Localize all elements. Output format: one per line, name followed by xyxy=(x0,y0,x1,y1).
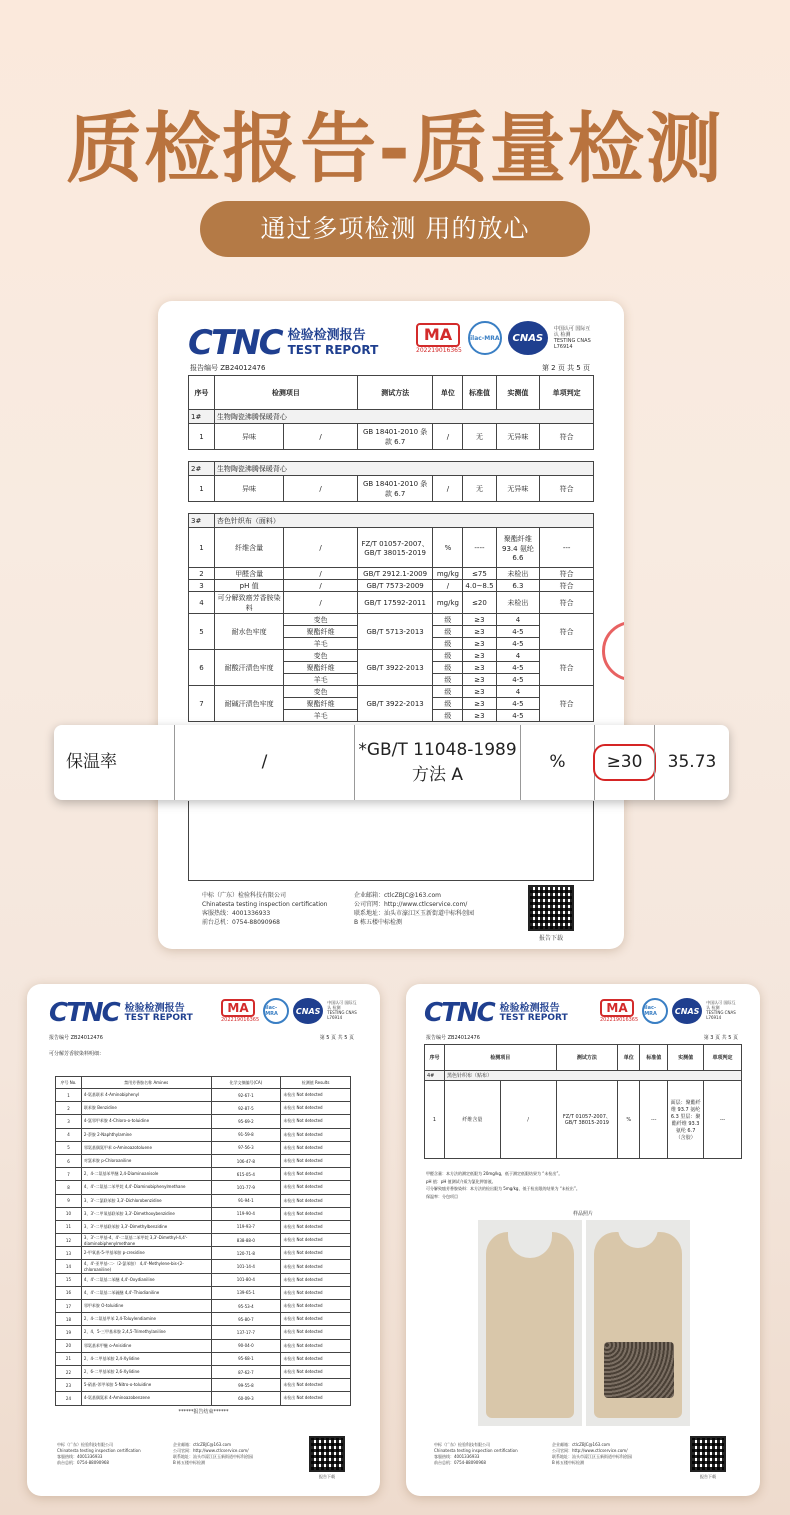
ctnc-logo: CTNC 检验检测报告 TEST REPORT xyxy=(188,323,379,363)
heating-patch xyxy=(604,1342,674,1398)
ma-badge: MA xyxy=(416,323,460,347)
insulation-rate-row xyxy=(54,725,729,800)
certification-badges: MA 202219016365 ilac-MRA CNAS 中国认可 国际互认 检测 TESTING CNAS L76914 xyxy=(221,998,357,1024)
sample-photo-front xyxy=(478,1220,582,1426)
table-row: 1 异味 / GB 18401-2010 条款 6.7 / 无 无异味 符合 xyxy=(189,424,594,450)
table-row: 4 可分解致癌芳香胺染料 / GB/T 17592-2011 mg/kg ≤20 未检出 符合 xyxy=(189,592,594,614)
table-row: 24 4-氨基偶氮苯 4-Aminoazobenzene 60-09-3 未检出 Not detected xyxy=(56,1392,351,1405)
qr-code[interactable] xyxy=(309,1436,345,1472)
table-row: 6 对氯苯胺 p-Chloroaniline 106-47-8 未检出 Not detected xyxy=(56,1154,351,1167)
ctnc-logo: CTNC 检验检测报告 TEST REPORT xyxy=(424,998,568,1028)
table-row: 23 5-硝基-邻甲苯胺 5-Nitro-o-toluidine 99-55-8 未检出 Not detected xyxy=(56,1379,351,1392)
results-table: 序号 检测项目 测试方法 单位 标准值 实测值 单项判定 1# 生物陶瓷沸腾保暖背心 1 异味 / GB 18401-2010 条款 6.7 / 无 无异味 符合 2# 生物陶瓷沸腾保暖背心 1 异味 / GB 18401-2010 条款 6.7 / 无 无异味 符合 3# 杏色针织布（面料） 1 纤维含量 / FZ/T 01057-2007、GB/T 38015-2019 % ---- 聚酯纤维 93.4 氨纶 6.6 --- 2 甲醛含量 / GB/T 2912.1-2009 mg/kg ≤75 未检出 符合 3 pH 值 / GB/T 7573-2009 / 4.0~8.5 6.3 符合 4 可分解致癌芳香胺染料 / GB/T 17592-2011 mg/kg ≤20 未检出 符合 5 耐水色牢度 变色 GB/T 5713-2013 级 ≥3 4 符合 聚酯纤维 级 ≥3 4-5 羊毛 级 ≥3 4-5 6 耐酸汗渍色牢度 变色 GB/T 3922-2013 级 ≥3 4 符合 聚酯纤维 级 ≥3 4-5 羊毛 级 ≥3 4-5 7 耐碱汗渍色牢度 变色 GB/T 3922-2013 级 ≥3 4 符合 聚酯纤维 级 ≥3 4-5 羊毛 级 ≥3 4-5 xyxy=(188,375,594,722)
report-page-5: CTNC 检验检测报告 TEST REPORT MA 202219016365 ilac-MRA CNAS 中国认可 国际互认 检测 TESTING CNAS L76914 报告编号 ZB24012476 第 5 页 共 5 页 可分解芳香胺染料明细： 序号 No. 禁用芳香胺名称 Amines 化学文摘编号(CA) 检测值 Results 1 4-氨基联苯 4-Aminobiphenyl 92-67-1 未检出 Not detected 2 联苯胺 Benzidine 92-87-5 未检出 Not detected 3 4-氯邻甲苯胺 4-Chloro-o-toluidine 95-69-2 未检出 Not detected 4 2-萘胺 2-Naphthylamine 91-59-8 未检出 Not detected 5 邻氨基偶氮甲苯 o-Aminoazotoluene 97-56-3 未检出 Not detected 6 对氯苯胺 p-Chloroaniline 106-47-8 未检出 Not detected 7 2，4-二氨基苯甲醚 2,4-Diaminoanisole 615-05-4 未检出 Not detected 8 4，4'-二氨基二苯甲烷 4,4'-Diaminobiphenylmethane 101-77-9 未检出 Not detected 9 3，3'-二氯联苯胺 3,3'-Dichlorobenzidine 91-94-1 未检出 Not detected 10 3，3'-二甲氧基联苯胺 3,3'-Dimethoxybenzidine 119-90-4 未检出 Not detected 11 3，3'-二甲基联苯胺 3,3'-Dimethylbenzidine 119-93-7 未检出 Not detected 12 3，3'-二甲基-4，4'-二氨基二苯甲烷 3,3'-Dimethyl-4,4'-diaminobiphenylmethane 838-88-0 未检出 Not detected 13 2-甲氧基-5-甲基苯胺 p-cresidine 120-71-8 未检出 Not detected 14 4，4'-亚甲基-二-（2-氯苯胺） 4,4'-Methylene-bis-(2-chloroaniline) 101-14-4 未检出 Not detected 15 4，4'-二氨基二苯醚 4,4'-Oxydianiline 101-80-4 未检出 Not detected 16 4，4'-二氨基二苯硫醚 4,4'-Thiodianiline 139-65-1 未检出 Not detected 17 邻甲苯胺 O-toluidine 95-53-4 未检出 Not detected 18 2，4-二氨基甲苯 2,4-Toluylendiamine 95-80-7 未检出 Not detected 19 2，4，5-三甲基苯胺 2,4,5-Trimethylaniline 137-17-7 未检出 Not detected 20 邻氨基苯甲醚 o-Anisidine 90-04-0 未检出 Not detected 21 2，4-二甲基苯胺 2,4-Xylidine 95-68-1 未检出 Not detected 22 2，6-二甲基苯胺 2,6-Xylidine 87-62-7 未检出 Not detected 23 5-硝基-邻甲苯胺 5-Nitro-o-toluidine 99-55-8 未检出 Not detected 24 4-氨基偶氮苯 4-Aminoazobenzene 60-09-3 未检出 Not detected ******报告结束****** 中标（广东）检验科技有限公司 Chinatesta testing inspection certification 客服热线：4001336933 前台总机：0754-88090968 企业邮箱：ctlcZBJC@163.com 公司官网：http://www.ctlcservice.com/ 联系地址：汕头市濠江区玉新街道中标科创园 B 栋五楼中标检测 报告下载 xyxy=(27,984,380,1496)
table-row: 7 2，4-二氨基苯甲醚 2,4-Diaminoanisole 615-05-4 未检出 Not detected xyxy=(56,1168,351,1181)
certification-badges: MA 202219016365 ilac-MRA CNAS 中国认可 国际互认 检测 TESTING CNAS L76914 xyxy=(416,321,594,355)
ilac-mra-badge: ilac-MRA xyxy=(468,321,502,355)
standard-value xyxy=(594,725,654,800)
table-row: 18 2，4-二氨基甲苯 2,4-Toluylendiamine 95-80-7 未检出 Not detected xyxy=(56,1313,351,1326)
qr-code[interactable] xyxy=(690,1436,726,1472)
amine-table: 序号 No. 禁用芳香胺名称 Amines 化学文摘编号(CA) 检测值 Results 1 4-氨基联苯 4-Aminobiphenyl 92-67-1 未检出 Not detected 2 联苯胺 Benzidine 92-87-5 未检出 Not detected 3 4-氯邻甲苯胺 4-Chloro-o-toluidine 95-69-2 未检出 Not detected 4 2-萘胺 2-Naphthylamine 91-59-8 未检出 Not detected 5 邻氨基偶氮甲苯 o-Aminoazotoluene 97-56-3 未检出 Not detected 6 对氯苯胺 p-Chloroaniline 106-47-8 未检出 Not detected 7 2，4-二氨基苯甲醚 2,4-Diaminoanisole 615-05-4 未检出 Not detected 8 4，4'-二氨基二苯甲烷 4,4'-Diaminobiphenylmethane 101-77-9 未检出 Not detected 9 3，3'-二氯联苯胺 3,3'-Dichlorobenzidine 91-94-1 未检出 Not detected 10 3，3'-二甲氧基联苯胺 3,3'-Dimethoxybenzidine 119-90-4 未检出 Not detected 11 3，3'-二甲基联苯胺 3,3'-Dimethylbenzidine 119-93-7 未检出 Not detected 12 3，3'-二甲基-4，4'-二氨基二苯甲烷 3,3'-Dimethyl-4,4'-diaminobiphenylmethane 838-88-0 未检出 Not detected 13 2-甲氧基-5-甲基苯胺 p-cresidine 120-71-8 未检出 Not detected 14 4，4'-亚甲基-二-（2-氯苯胺） 4,4'-Methylene-bis-(2-chloroaniline) 101-14-4 未检出 Not detected 15 4，4'-二氨基二苯醚 4,4'-Oxydianiline 101-80-4 未检出 Not detected 16 4，4'-二氨基二苯硫醚 4,4'-Thiodianiline 139-65-1 未检出 Not detected 17 邻甲苯胺 O-toluidine 95-53-4 未检出 Not detected 18 2，4-二氨基甲苯 2,4-Toluylendiamine 95-80-7 未检出 Not detected 19 2，4，5-三甲基苯胺 2,4,5-Trimethylaniline 137-17-7 未检出 Not detected 20 邻氨基苯甲醚 o-Anisidine 90-04-0 未检出 Not detected 21 2，4-二甲基苯胺 2,4-Xylidine 95-68-1 未检出 Not detected 22 2，6-二甲基苯胺 2,6-Xylidine 87-62-7 未检出 Not detected 23 5-硝基-邻甲苯胺 5-Nitro-o-toluidine 99-55-8 未检出 Not detected 24 4-氨基偶氮苯 4-Aminoazobenzene 60-09-3 未检出 Not detected xyxy=(55,1076,351,1406)
table-row: 1 4-氨基联苯 4-Aminobiphenyl 92-67-1 未检出 Not detected xyxy=(56,1089,351,1102)
unit: % xyxy=(520,725,594,800)
table-row: 1 纤维含量 / FZ/T 01057-2007、GB/T 38015-2019 % ---- 聚酯纤维 93.4 氨纶 6.6 --- xyxy=(189,528,594,568)
subtitle-banner: 通过多项检测 用的放心 xyxy=(200,201,590,257)
table-row: 20 邻氨基苯甲醚 o-Anisidine 90-04-0 未检出 Not detected xyxy=(56,1339,351,1352)
red-seal-stamp xyxy=(602,621,624,681)
table-row: 7 耐碱汗渍色牢度 变色 GB/T 3922-2013 级 ≥3 4 符合 xyxy=(189,686,594,698)
item-name: 保温率 xyxy=(66,752,117,773)
table-row: 1 异味 / GB 18401-2010 条款 6.7 / 无 无异味 符合 xyxy=(189,476,594,502)
page-number: 第 2 页 共 5 页 xyxy=(541,364,590,372)
ctnc-logo: CTNC 检验检测报告 TEST REPORT xyxy=(49,998,193,1028)
table-row: 6 耐酸汗渍色牢度 变色 GB/T 3922-2013 级 ≥3 4 符合 xyxy=(189,650,594,662)
table-row: 12 3，3'-二甲基-4，4'-二氨基二苯甲烷 3,3'-Dimethyl-4,4'-diaminobiphenylmethane 838-88-0 未检出 Not detected xyxy=(56,1234,351,1247)
table-row: 4 2-萘胺 2-Naphthylamine 91-59-8 未检出 Not detected xyxy=(56,1128,351,1141)
table-row: 17 邻甲苯胺 O-toluidine 95-53-4 未检出 Not detected xyxy=(56,1300,351,1313)
table-row: 1 纤维含量 / FZ/T 01057-2007、GB/T 38015-2019 % --- 面层：聚酯纤维 93.7 氨纶 6.3 里层：聚酯纤维 93.3 氨纶 6.7 （含胶） --- xyxy=(425,1081,742,1159)
report-number: 报告编号 ZB24012476 xyxy=(190,364,266,372)
item-slash: / xyxy=(174,725,354,800)
table-row: 9 3，3'-二氯联苯胺 3,3'-Dichlorobenzidine 91-94-1 未检出 Not detected xyxy=(56,1194,351,1207)
test-method: *GB/T 11048-1989 方法 A xyxy=(354,725,520,800)
qr-code[interactable] xyxy=(528,885,574,931)
table-row: 11 3，3'-二甲基联苯胺 3,3'-Dimethylbenzidine 119-93-7 未检出 Not detected xyxy=(56,1220,351,1233)
table-row: 13 2-甲氧基-5-甲基苯胺 p-cresidine 120-71-8 未检出 Not detected xyxy=(56,1247,351,1260)
page-title: 质检报告-质量检测 xyxy=(66,104,724,193)
footer-left: 中标（广东）检验科技有限公司 Chinatesta testing inspection certification 客服热线：4001336933 前台总机：0754-88090968 xyxy=(202,892,328,926)
section-header: 1# 生物陶瓷沸腾保暖背心 xyxy=(189,410,594,424)
table-row: 22 2，6-二甲基苯胺 2,6-Xylidine 87-62-7 未检出 Not detected xyxy=(56,1365,351,1378)
notes: 甲醛含量：本方法的测定低限为 20mg/kg，低于测定低限结果为 “未检出”。 pH 值：pH 值测试介质为氯化钾溶液。 可分解致癌芳香胺染料：本方法的检出限为 5mg/kg，低于检出限的结果为 “未检出”。 保温率：分包项目 xyxy=(426,1171,580,1199)
table-row: 16 4，4'-二氨基二苯硫醚 4,4'-Thiodianiline 139-65-1 未检出 Not detected xyxy=(56,1286,351,1299)
measured-value: 35.73 xyxy=(654,725,729,800)
table-row: 10 3，3'-二甲氧基联苯胺 3,3'-Dimethoxybenzidine 119-90-4 未检出 Not detected xyxy=(56,1207,351,1220)
sample-photo-back xyxy=(586,1220,690,1426)
report-page-3: CTNC 检验检测报告 TEST REPORT MA 202219016365 ilac-MRA CNAS 中国认可 国际互认 检测 TESTING CNAS L76914 报告编号 ZB24012476 第 3 页 共 5 页 序号 检测项目 测试方法 单位 标准值 实测值 单项判定 4# 黑色针织布（贴布） 1 纤维含量 / FZ/T 01057-2007、GB/T 38015-2019 % --- 面层：聚酯纤维 93.7 氨纶 6.3 里层：聚酯纤维 93.3 氨纶 6.7 （含胶） --- 甲醛含量：本方法的测定低限为 20mg/kg，低于测定低限结果为 “未检出”。 pH 值：pH 值测试介质为氯化钾溶液。 可分解致癌芳香胺染料：本方法的检出限为 5mg/kg，低于检出限的结果为 “未检出”。 保温率：分包项目 样品照片 中标（广东）检验科技有限公司 Chinatesta testing inspection certification 客服热线：4001336933 前台总机：0754-88090968 企业邮箱：ctlcZBJC@163.com 公司官网：http://www.ctlcservice.com/ 联系地址：汕头市濠江区玉新街道中标科创园 B 栋五楼中标检测 报告下载 xyxy=(406,984,760,1496)
table-row: 2 甲醛含量 / GB/T 2912.1-2009 mg/kg ≤75 未检出 符合 xyxy=(189,568,594,580)
report-page-2: CTNC 检验检测报告 TEST REPORT MA 202219016365 ilac-MRA CNAS 中国认可 国际互认 检测 TESTING CNAS L76914 报告编号 ZB24012476 第 2 页 共 5 页 序号 检测项目 测试方法 单位 标准值 实测值 单项判定 1# 生物陶瓷沸腾保暖背心 1 异味 / GB 18401-2010 条款 6.7 / 无 无异味 符合 2# 生物陶瓷沸腾保暖背心 1 异味 / GB 18401-2010 条款 6.7 / 无 无异味 符合 3# 杏色针织布（面料） 1 纤维含量 / FZ/T 01057-2007、GB/T 38015-2019 % ---- 聚酯纤维 93.4 氨纶 6.6 --- 2 甲醛含量 / GB/T 2912.1-2009 mg/kg ≤75 未检出 符合 3 pH 值 / GB/T 7573-2009 / 4.0~8.5 6.3 符合 4 可分解致癌芳香胺染料 / GB/T 17592-2011 mg/kg ≤20 未检出 符合 5 耐水色牢度 变色 GB/T 5713-2013 级 ≥3 4 符合 聚酯纤维 级 ≥3 4-5 羊毛 级 ≥3 4-5 6 耐酸汗渍色牢度 变色 GB/T 3922-2013 级 ≥3 4 符合 聚酯纤维 级 ≥3 4-5 羊毛 级 ≥3 4-5 7 耐碱汗渍色牢度 变色 GB/T 3922-2013 级 ≥3 4 符合 聚酯纤维 级 ≥3 4-5 羊毛 级 ≥3 4-5 中标（广东）检验科技有限公司 Chinatesta testing inspection certification 客服热线：4001336933 前台总机：0754-88090968 企业邮箱：ctlcZBJC@163.com 公司官网：http://www.ctlcservice.com/ 联系地址：汕头市濠江区玉新街道中标科创园 B 栋五楼中标检测 报告下载 xyxy=(158,301,624,949)
table-row: 3 4-氯邻甲苯胺 4-Chloro-o-toluidine 95-69-2 未检出 Not detected xyxy=(56,1115,351,1128)
footer-right: 企业邮箱：ctlcZBJC@163.com 公司官网：http://www.ctlcservice.com/ 联系地址：汕头市濠江区玉新街道中标科创园 B 栋五楼中标检测 xyxy=(354,892,475,926)
standard-highlight: ≥30 xyxy=(593,744,657,781)
table-row: 2 联苯胺 Benzidine 92-87-5 未检出 Not detected xyxy=(56,1102,351,1115)
table-row: 19 2，4，5-三甲基苯胺 2,4,5-Trimethylaniline 137-17-7 未检出 Not detected xyxy=(56,1326,351,1339)
table-row: 15 4，4'-二氨基二苯醚 4,4'-Oxydianiline 101-80-4 未检出 Not detected xyxy=(56,1273,351,1286)
section-header: 3# 杏色针织布（面料） xyxy=(189,514,594,528)
table-row: 8 4，4'-二氨基二苯甲烷 4,4'-Diaminobiphenylmethane 101-77-9 未检出 Not detected xyxy=(56,1181,351,1194)
section-header: 2# 生物陶瓷沸腾保暖背心 xyxy=(189,462,594,476)
cnas-badge: CNAS xyxy=(508,321,548,355)
table-row: 5 耐水色牢度 变色 GB/T 5713-2013 级 ≥3 4 符合 xyxy=(189,614,594,626)
table-row: 3 pH 值 / GB/T 7573-2009 / 4.0~8.5 6.3 符合 xyxy=(189,580,594,592)
table-row: 14 4，4'-亚甲基-二-（2-氯苯胺） 4,4'-Methylene-bis-(2-chloroaniline) 101-14-4 未检出 Not detected xyxy=(56,1260,351,1273)
table-row: 21 2，4-二甲基苯胺 2,4-Xylidine 95-68-1 未检出 Not detected xyxy=(56,1352,351,1365)
certification-badges: MA 202219016365 ilac-MRA CNAS 中国认可 国际互认 检测 TESTING CNAS L76914 xyxy=(600,998,736,1024)
table-row: 5 邻氨基偶氮甲苯 o-Aminoazotoluene 97-56-3 未检出 Not detected xyxy=(56,1141,351,1154)
fiber-table: 序号 检测项目 测试方法 单位 标准值 实测值 单项判定 4# 黑色针织布（贴布） 1 纤维含量 / FZ/T 01057-2007、GB/T 38015-2019 % --- 面层：聚酯纤维 93.7 氨纶 6.3 里层：聚酯纤维 93.3 氨纶 6.7 （含胶） --- xyxy=(424,1044,742,1159)
